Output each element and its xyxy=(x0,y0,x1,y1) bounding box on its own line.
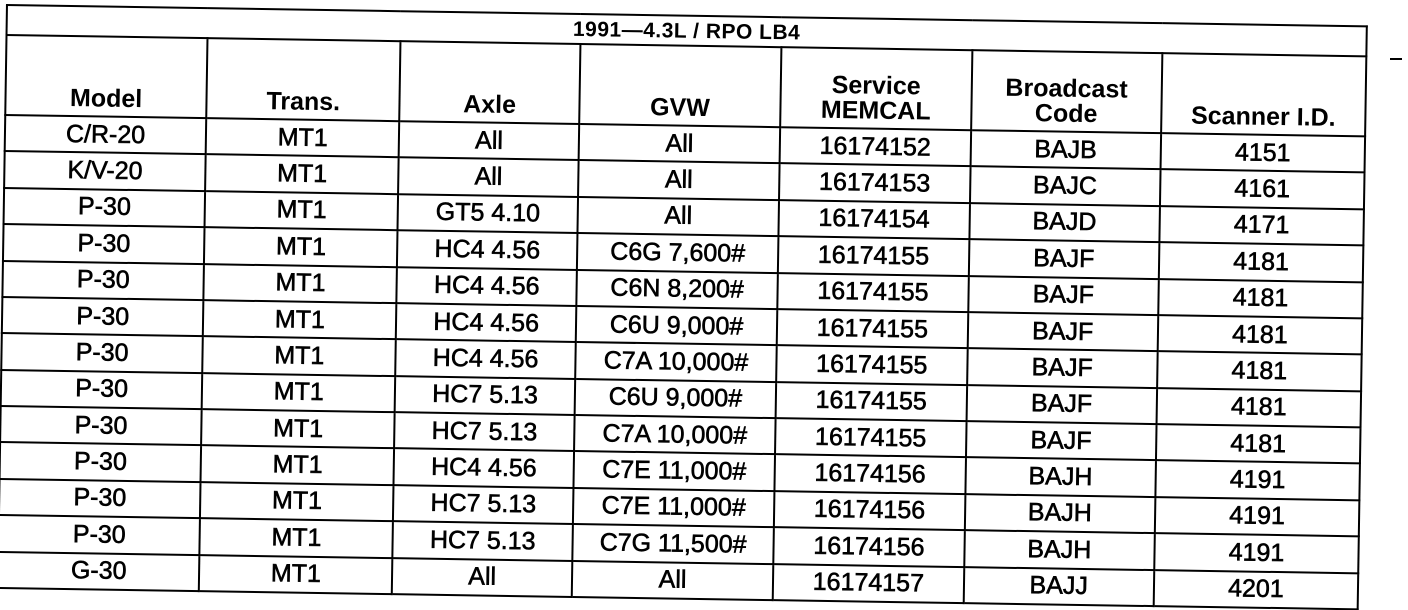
cell-scanner-id: 4181 xyxy=(1156,424,1361,464)
cell-trans: MT1 xyxy=(199,555,393,595)
cell-gvw: C6U 9,000# xyxy=(575,379,777,419)
cell-model: P-30 xyxy=(2,260,204,300)
header-axle: Axle xyxy=(400,41,581,124)
cell-memcal: 16174155 xyxy=(776,345,967,384)
cell-scanner-id: 4191 xyxy=(1154,533,1359,573)
table-title: 1991—4.3L / RPO LB4 xyxy=(7,5,1367,56)
cell-scanner-id: 4171 xyxy=(1159,206,1364,246)
cell-model: G-30 xyxy=(0,551,200,591)
cell-model: P-30 xyxy=(0,442,201,482)
cell-scanner-id: 4181 xyxy=(1157,351,1362,391)
cell-memcal: 16174152 xyxy=(780,127,971,166)
cell-trans: MT1 xyxy=(204,264,398,303)
cell-broadcast-code: BAJH xyxy=(964,494,1155,533)
cell-model: P-30 xyxy=(0,406,202,446)
cell-memcal: 16174156 xyxy=(774,491,965,530)
cell-model: C/R-20 xyxy=(5,115,207,155)
cell-memcal: 16174155 xyxy=(777,273,968,312)
cell-gvw: All xyxy=(578,160,780,200)
cell-scanner-id: 4161 xyxy=(1160,170,1365,210)
cell-trans: MT1 xyxy=(201,445,395,484)
cell-axle: HC4 4.56 xyxy=(397,230,577,269)
cell-broadcast-code: BAJD xyxy=(969,203,1160,242)
cell-gvw: C7E 11,000# xyxy=(573,488,775,528)
header-gvw: GVW xyxy=(579,44,781,127)
cell-trans: MT1 xyxy=(202,373,396,412)
cell-broadcast-code: BAJJ xyxy=(963,567,1154,606)
cell-trans: MT1 xyxy=(205,191,399,230)
cell-model: P-30 xyxy=(4,188,206,228)
cell-axle: HC7 5.13 xyxy=(393,485,573,524)
cell-scanner-id: 4201 xyxy=(1154,570,1359,610)
cell-broadcast-code: BAJF xyxy=(968,239,1159,278)
scanned-document xyxy=(0,4,1368,610)
cell-axle: HC7 5.13 xyxy=(395,376,575,415)
scan-mark xyxy=(1390,58,1402,60)
cell-axle: HC4 4.56 xyxy=(396,303,576,342)
cell-model: P-30 xyxy=(2,297,204,337)
cell-memcal: 16174155 xyxy=(777,309,968,348)
cell-trans: MT1 xyxy=(203,300,397,339)
cell-broadcast-code: BAJH xyxy=(965,458,1156,497)
cell-gvw: C7A 10,000# xyxy=(574,415,776,455)
cell-memcal: 16174156 xyxy=(773,527,964,566)
header-trans: Trans. xyxy=(206,38,400,121)
cell-trans: MT1 xyxy=(206,118,400,157)
cell-scanner-id: 4181 xyxy=(1156,388,1361,428)
cell-gvw: All xyxy=(579,124,781,164)
cell-memcal: 16174156 xyxy=(775,455,966,494)
cell-trans: MT1 xyxy=(200,518,394,557)
cell-trans: MT1 xyxy=(202,336,396,375)
cell-memcal: 16174155 xyxy=(778,236,969,275)
cell-trans: MT1 xyxy=(205,155,399,194)
cell-broadcast-code: BAJC xyxy=(970,167,1161,206)
cell-gvw: C6G 7,600# xyxy=(577,233,779,273)
cell-scanner-id: 4191 xyxy=(1155,497,1360,537)
cell-axle: HC7 5.13 xyxy=(394,412,574,451)
cell-model: P-30 xyxy=(3,224,205,264)
cell-axle: HC7 5.13 xyxy=(393,521,573,560)
cell-memcal: 16174154 xyxy=(779,200,970,239)
cell-memcal: 16174155 xyxy=(775,418,966,457)
cell-broadcast-code: BAJB xyxy=(970,130,1161,169)
header-scanner-id: Scanner I.D. xyxy=(1161,53,1366,136)
calibration-table xyxy=(0,4,1368,610)
cell-gvw: C7E 11,000# xyxy=(573,451,775,491)
cell-model: P-30 xyxy=(1,333,203,373)
cell-model: P-30 xyxy=(1,370,203,410)
cell-axle: HC4 4.56 xyxy=(396,339,576,378)
cell-gvw: C6U 9,000# xyxy=(576,306,778,346)
cell-axle: All xyxy=(398,158,578,197)
cell-broadcast-code: BAJF xyxy=(966,385,1157,424)
cell-model: K/V-20 xyxy=(4,151,206,191)
cell-model: P-30 xyxy=(0,479,201,519)
cell-broadcast-code: BAJF xyxy=(967,312,1158,351)
cell-trans: MT1 xyxy=(201,409,395,448)
cell-axle: GT5 4.10 xyxy=(398,194,578,233)
header-model: Model xyxy=(5,35,207,118)
cell-memcal: 16174153 xyxy=(779,164,970,203)
cell-broadcast-code: BAJH xyxy=(964,530,1155,569)
cell-model: P-30 xyxy=(0,515,200,555)
table-body xyxy=(0,115,1365,609)
cell-gvw: All xyxy=(577,197,779,237)
cell-scanner-id: 4191 xyxy=(1155,460,1360,500)
cell-axle: HC4 4.56 xyxy=(394,449,574,488)
cell-scanner-id: 4181 xyxy=(1158,279,1363,319)
header-broadcast-code: Broadcast Code xyxy=(971,50,1163,133)
cell-gvw: All xyxy=(572,560,774,600)
cell-scanner-id: 4181 xyxy=(1158,315,1363,355)
cell-axle: All xyxy=(392,558,572,597)
cell-gvw: C6N 8,200# xyxy=(576,269,778,309)
cell-broadcast-code: BAJF xyxy=(967,348,1158,387)
cell-broadcast-code: BAJF xyxy=(966,421,1157,460)
cell-scanner-id: 4181 xyxy=(1159,242,1364,282)
cell-axle: All xyxy=(399,121,579,160)
header-service-memcal: Service MEMCAL xyxy=(780,47,972,130)
cell-trans: MT1 xyxy=(204,227,398,266)
cell-gvw: C7G 11,500# xyxy=(572,524,774,564)
cell-axle: HC4 4.56 xyxy=(397,267,577,306)
cell-scanner-id: 4151 xyxy=(1160,133,1365,173)
cell-broadcast-code: BAJF xyxy=(968,276,1159,315)
cell-trans: MT1 xyxy=(200,482,394,521)
cell-gvw: C7A 10,000# xyxy=(575,342,777,382)
cell-memcal: 16174157 xyxy=(773,564,964,603)
cell-memcal: 16174155 xyxy=(776,382,967,421)
